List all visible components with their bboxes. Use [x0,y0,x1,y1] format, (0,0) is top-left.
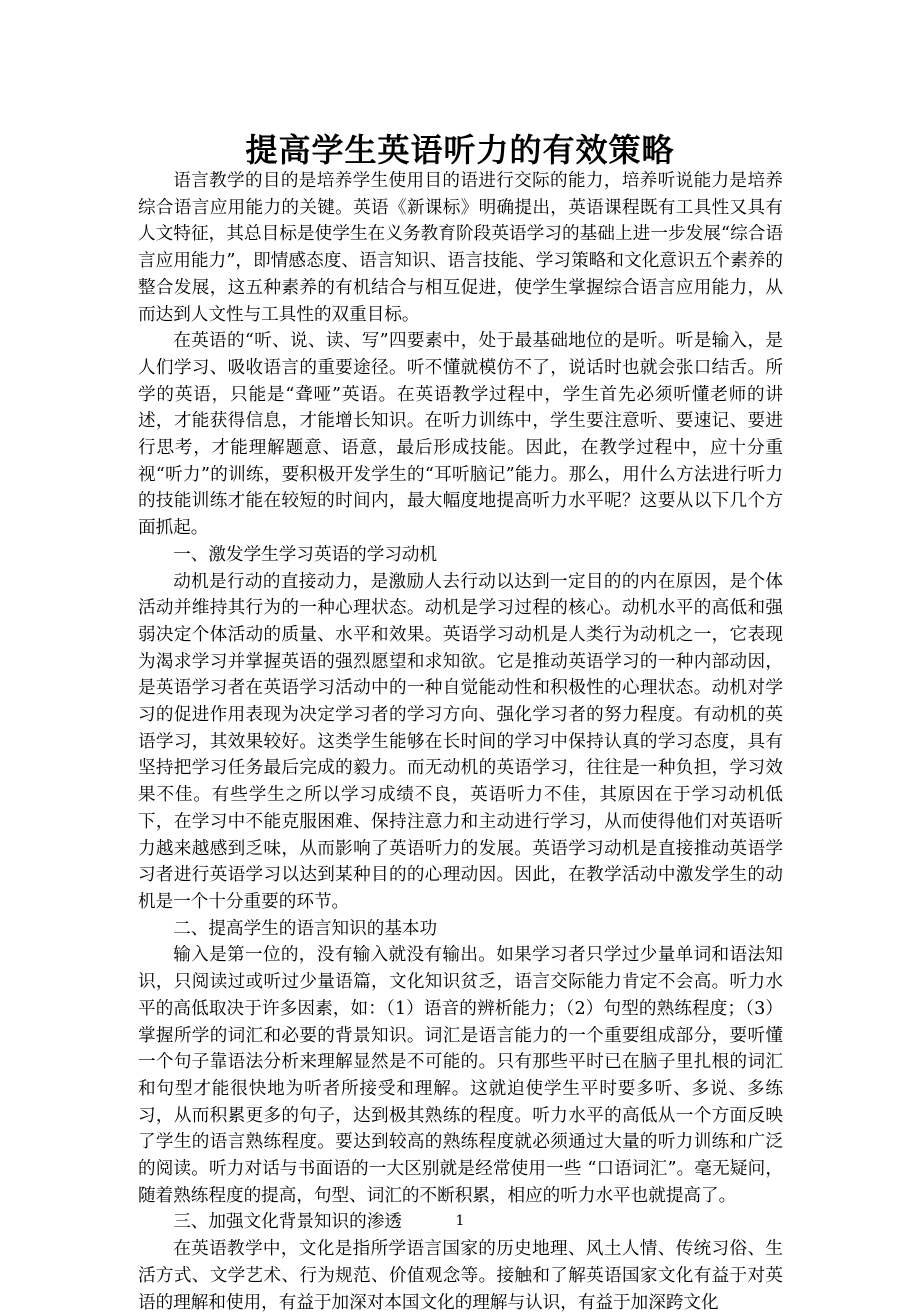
section-heading-motivation: 一、激发学生学习英语的学习动机 [173,544,438,565]
page-title: 提高学生英语听力的有效策略 [245,131,675,169]
paragraph-cultural-background: 在英语教学中，文化是指所学语言国家的历史地理、风土人情、传统习俗、生活方式、文学艺术、行为规范、价值观念等。接触和了解英语国家文化有益于对英语的理解和使用，有益于加深对本国文化的理解与认识，有益于加深跨文化 [138,1239,783,1313]
section-heading-language-knowledge: 二、提高学生的语言知识的基本功 [173,918,438,939]
paragraph-language-knowledge: 输入是第一位的，没有输入就没有输出。如果学习者只学过少量单词和语法知识，只阅读过或听过少量语篇，文化知识贫乏，语言交际能力肯定不会高。听力水平的高低取决于许多因素，如：（1）语音的辨析能力；（2）句型的熟练程度；（3）掌握所学的词汇和必要的背景知识。词汇是语言能力的一个重要组成部分，要听懂一个句子靠语法分析来理解显然是不可能的。只有那些平时已在脑子里扎根的词汇和句型才能很快地为听者所接受和理解。这就迫使学生平时要多听、多说、多练习，从而积累更多的句子，达到极其熟练的程度。听力水平的高低从一个方面反映了学生的语言熟练程度。要达到较高的熟练程度就必须通过大量的听力训练和广泛的阅读。听力对话与书面语的一大区别就是经常使用一些 “口语词汇”。毫无疑问，随着熟练程度的提高，句型、词汇的不断积累，相应的听力水平也就提高了。 [138,945,783,1206]
section-heading-cultural-background: 三、加强文化背景知识的渗透 [173,1212,402,1233]
paragraph-listening-importance: 在英语的“听、说、读、写”四要素中，处于最基础地位的是听。听是输入，是人们学习、吸收语言的重要途径。听不懂就模仿不了，说话时也就会张口结舌。所学的英语，只能是“聋哑”英语。在英语教学过程中，学生首先必须听懂老师的讲述，才能获得信息，才能增长知识。在听力训练中，学生要注意听、要速记、要进行思考，才能理解题意、语意，最后形成技能。因此，在教学过程中，应十分重视“听力”的训练，要积极开发学生的“耳听脑记”能力。那么，用什么方法进行听力的技能训练才能在较短的时间内，最大幅度地提高听力水平呢？这要从以下几个方面抓起。 [138,331,783,539]
paragraph-motivation: 动机是行动的直接动力，是激励人去行动以达到一定目的的内在原因，是个体活动并维持其行为的一种心理状态。动机是学习过程的核心。动机水平的高低和强弱决定个体活动的质量、水平和效果。英语学习动机是人类行为动机之一，它表现为渴求学习并掌握英语的强烈愿望和求知欲。它是推动英语学习的一种内部动因，是英语学习者在英语学习活动中的一种自觉能动性和积极性的心理状态。动机对学习的促进作用表现为决定学习者的学习方向、强化学习者的努力程度。有动机的英语学习，其效果较好。这类学生能够在长时间的学习中保持认真的学习态度，具有坚持把学习任务最后完成的毅力。而无动机的英语学习，往往是一种负担，学习效果不佳。有些学生之所以学习成绩不良，英语听力不佳，其原因在于学习动机低下，在学习中不能克服困难、保持注意力和主动进行学习，从而使得他们对英语听力越来越感到乏味，从而影响了英语听力的发展。英语学习动机是直接推动英语学习者进行英语学习以达到某种目的的心理动因。因此，在教学活动中激发学生的动机是一个十分重要的环节。 [138,571,783,912]
paragraph-intro: 语言教学的目的是培养学生使用目的语进行交际的能力，培养听说能力是培养综合语言应用能力的关键。英语《新课标》明确提出，英语课程既有工具性又具有人文特征，其总目标是使学生在义务教育阶段英语学习的基础上进一步发展“综合语言应用能力”，即情感态度、语言知识、语言技能、学习策略和文化意识五个素养的整合发展，这五种素养的有机结合与相互促进，使学生掌握综合语言应用能力，从而达到人文性与工具性的双重目标。 [138,171,783,325]
page-number: 1 [455,1213,465,1229]
document-body [138,168,783,1316]
